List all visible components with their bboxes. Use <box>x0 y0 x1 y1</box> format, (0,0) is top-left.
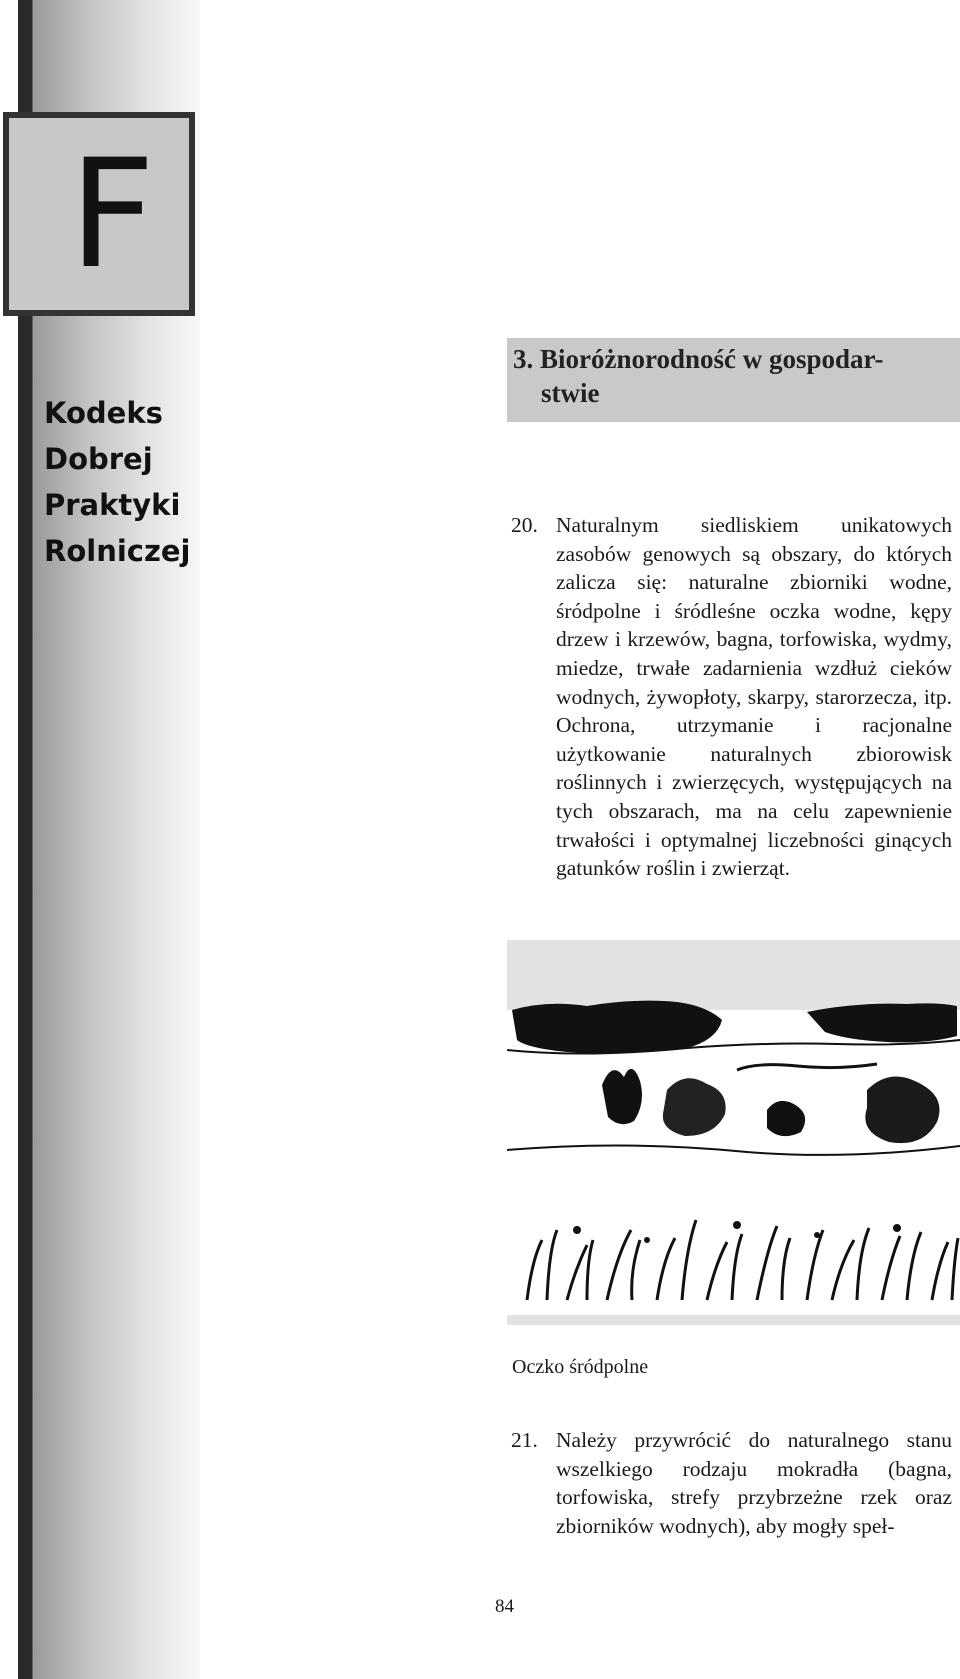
chapter-letter-box <box>3 112 195 316</box>
paragraph-21 <box>511 1426 952 1540</box>
section-heading-line: 3. Bioróżnorodność w gospodar- <box>513 344 884 374</box>
figure-caption: Oczko śródpolne <box>512 1356 649 1378</box>
section-heading-box <box>507 338 960 422</box>
side-title-line: Rolniczej <box>44 534 191 568</box>
pond-sketch-image <box>507 940 960 1325</box>
section-heading <box>513 342 933 410</box>
pond-illustration <box>507 940 960 1325</box>
side-title <box>44 390 190 574</box>
paragraph-number: 21. <box>511 1428 538 1452</box>
paragraph-number: 20. <box>511 513 538 537</box>
side-title-line: Kodeks <box>44 396 163 430</box>
paragraph-20 <box>511 511 952 883</box>
side-title-line: Praktyki <box>44 488 181 522</box>
section-heading-line: stwie <box>541 378 600 408</box>
paragraph-text: Naturalnym siedliskiem unikatowych zasobów genowych są obszary, do których zalicza się: naturalne zbiorniki wodne, śródpolne i śródleśne oczka wodne, kępy drzew i krzewów, bagna, torfowiska, wydmy, miedze, trwałe zadarnienia wzdłuż cieków wodnych, żywopłoty, skarpy, starorzecza, itp. Ochrona, utrzymanie i racjonalne użytkowanie naturalnych zbiorowisk roślinnych i zwierzęcych, występujących na tych obszarach, ma na celu zapewnienie trwałości i optymalnej liczebności ginących gatunków roślin i zwierząt. <box>556 513 952 881</box>
chapter-letter: F <box>69 128 156 302</box>
side-title-line: Dobrej <box>44 442 153 476</box>
page-number: 84 <box>495 1596 514 1617</box>
paragraph-text: Należy przywrócić do naturalnego stanu wszelkiego rodzaju mokradła (bagna, torfowiska, strefy przybrzeżne rzek oraz zbiorników wodnych), aby mogły speł- <box>556 1428 952 1538</box>
